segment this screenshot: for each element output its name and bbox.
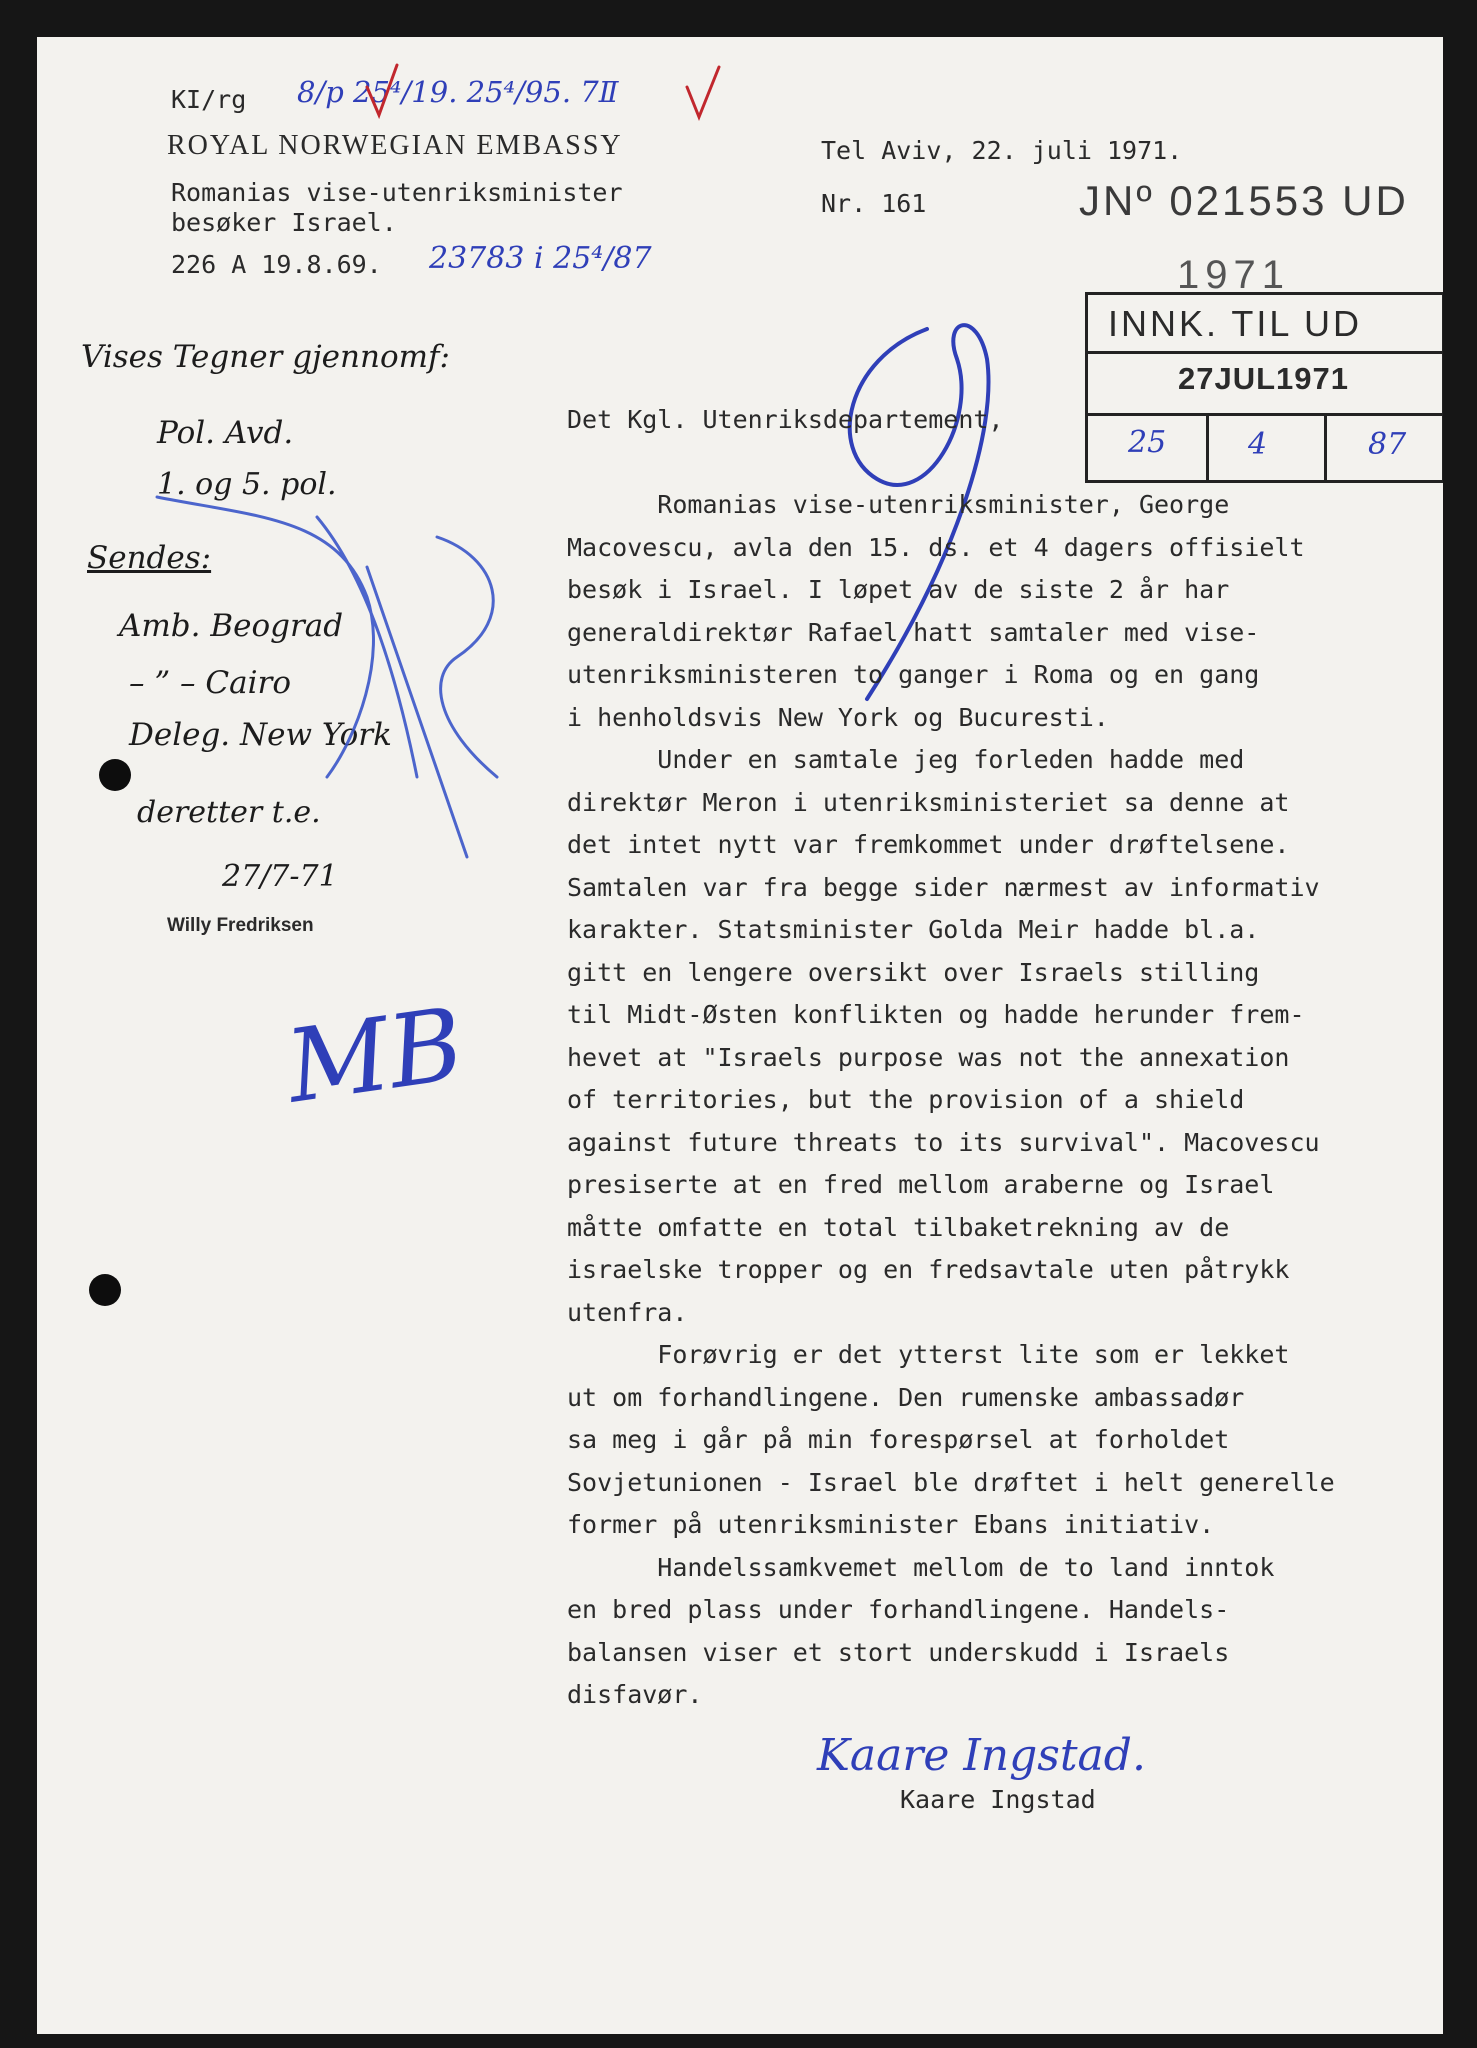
letter-line: måtte omfatte en total tilbaketrekning av de <box>567 1212 1230 1242</box>
letter-line: utenriksministeren to ganger i Roma og en gang <box>567 660 1260 689</box>
margin-note-line-4: Sendes: <box>87 540 212 576</box>
letter-line: det intet nytt var fremkommet under drøftelsene. <box>567 830 1290 859</box>
handwritten-reference: 8/p 25⁴/19. 25⁴/95. 7Ⅱ <box>297 75 619 109</box>
letter-line: former på utenriksminister Ebans initiativ. <box>567 1510 1215 1539</box>
archive-reference: 226 A 19.8.69. <box>171 250 382 279</box>
handwritten-initials: MB <box>279 985 471 1126</box>
letter-line: gitt en lengere oversikt over Israels stilling <box>567 957 1260 987</box>
letter-line: presiserte at en fred mellom araberne og Israel <box>567 1170 1275 1199</box>
letter-line: Romanias vise-utenriksminister, George <box>567 490 1230 519</box>
letter-line: Under en samtale jeg forleden hadde med <box>567 745 1245 774</box>
document-page <box>37 37 1443 2034</box>
document-number: Nr. 161 <box>821 189 927 218</box>
margin-note-line-1: Vises Tegner gjennomf: <box>81 339 450 375</box>
stamp-received-date: 27JUL1971 <box>1178 361 1350 396</box>
margin-note-line-7: Deleg. New York <box>129 717 392 753</box>
margin-note-line-3: 1. og 5. pol. <box>157 467 337 502</box>
letter-line: balansen viser et stort underskudd i Israels <box>567 1637 1230 1667</box>
letter-line: generaldirektør Rafael hatt samtaler med vise- <box>567 617 1260 647</box>
margin-note-line-5: Amb. Beograd <box>119 608 344 644</box>
letter-line: Macovescu, avla den 15. ds. et 4 dagers offisielt <box>567 532 1305 562</box>
letter-line: ut om forhandlingene. Den rumenske ambassadør <box>567 1382 1245 1412</box>
letter-line: besøk i Israel. I løpet av de siste 2 år har <box>567 575 1230 604</box>
punch-hole-top <box>99 759 131 791</box>
letter-line: against future threats to its survival". Macovescu <box>567 1127 1320 1157</box>
letter-line: israelske tropper og en fredsavtale uten påtrykk <box>567 1255 1290 1284</box>
blue-pen-scribble-margin <box>137 477 557 897</box>
stamp-cell-2: 4 <box>1248 427 1268 462</box>
journal-number-stamp: JNº 021553 UD <box>1079 177 1409 224</box>
letter-line: sa meg i går på min forespørsel at forholdet <box>567 1425 1230 1454</box>
letter-line: en bred plass under forhandlingene. Handels- <box>567 1595 1230 1624</box>
stamp-cell-1: 25 <box>1128 425 1167 460</box>
letter-line: of territories, but the provision of a shield <box>567 1085 1245 1114</box>
received-stamp <box>1085 292 1443 483</box>
handwritten-signature: Kaare Ingstad. <box>817 1730 1146 1781</box>
subject-line-1: Romanias vise-utenriksminister <box>171 178 623 207</box>
embassy-name: ROYAL NORWEGIAN EMBASSY <box>167 130 623 161</box>
place-and-date: Tel Aviv, 22. juli 1971. <box>821 136 1183 165</box>
letter-line: i henholdsvis New York og Bucuresti. <box>567 702 1109 732</box>
punch-hole-bottom <box>89 1274 121 1306</box>
letter-body <box>567 490 1427 1750</box>
letter-line: karakter. Statsminister Golda Meir hadde bl.a. <box>567 915 1260 944</box>
reference-code: KI/rg <box>171 85 247 114</box>
red-check-marks <box>357 57 757 137</box>
letter-line: utenfra. <box>567 1297 688 1327</box>
margin-note-line-8: deretter t.e. <box>137 795 321 830</box>
salutation: Det Kgl. Utenriksdepartement, <box>567 405 1004 434</box>
signer-name-stamp: Willy Fredriksen <box>167 915 314 936</box>
letter-line: direktør Meron i utenriksministeriet sa denne at <box>567 787 1290 817</box>
letter-line: hevet at "Israels purpose was not the annexation <box>567 1042 1290 1072</box>
stamp-cell-3: 87 <box>1368 427 1407 462</box>
letter-line: Sovjetunionen - Israel ble drøftet i helt generelle <box>567 1467 1335 1497</box>
letter-line: disfavør. <box>567 1680 703 1709</box>
letter-line: Forøvrig er det ytterst lite som er lekket <box>567 1340 1290 1369</box>
margin-note-line-2: Pol. Avd. <box>157 415 294 451</box>
stamp-label: INNK. TIL UD <box>1108 303 1363 344</box>
stamp-year: 1971 <box>1177 253 1290 297</box>
letter-line: Handelssamkvemet mellom de to land inntok <box>567 1552 1275 1582</box>
typed-signature: Kaare Ingstad <box>900 1785 1096 1814</box>
handwritten-archive-reference: 23783 i 25⁴/87 <box>429 241 652 276</box>
subject-line-2: besøker Israel. <box>171 208 397 237</box>
margin-note-line-6: – ” – Cairo <box>129 665 292 701</box>
letter-line: til Midt-Østen konflikten og hadde herunder frem- <box>567 1000 1305 1029</box>
letter-line: Samtalen var fra begge sider nærmest av informativ <box>567 872 1320 902</box>
margin-note-line-9: 27/7-71 <box>222 859 338 894</box>
